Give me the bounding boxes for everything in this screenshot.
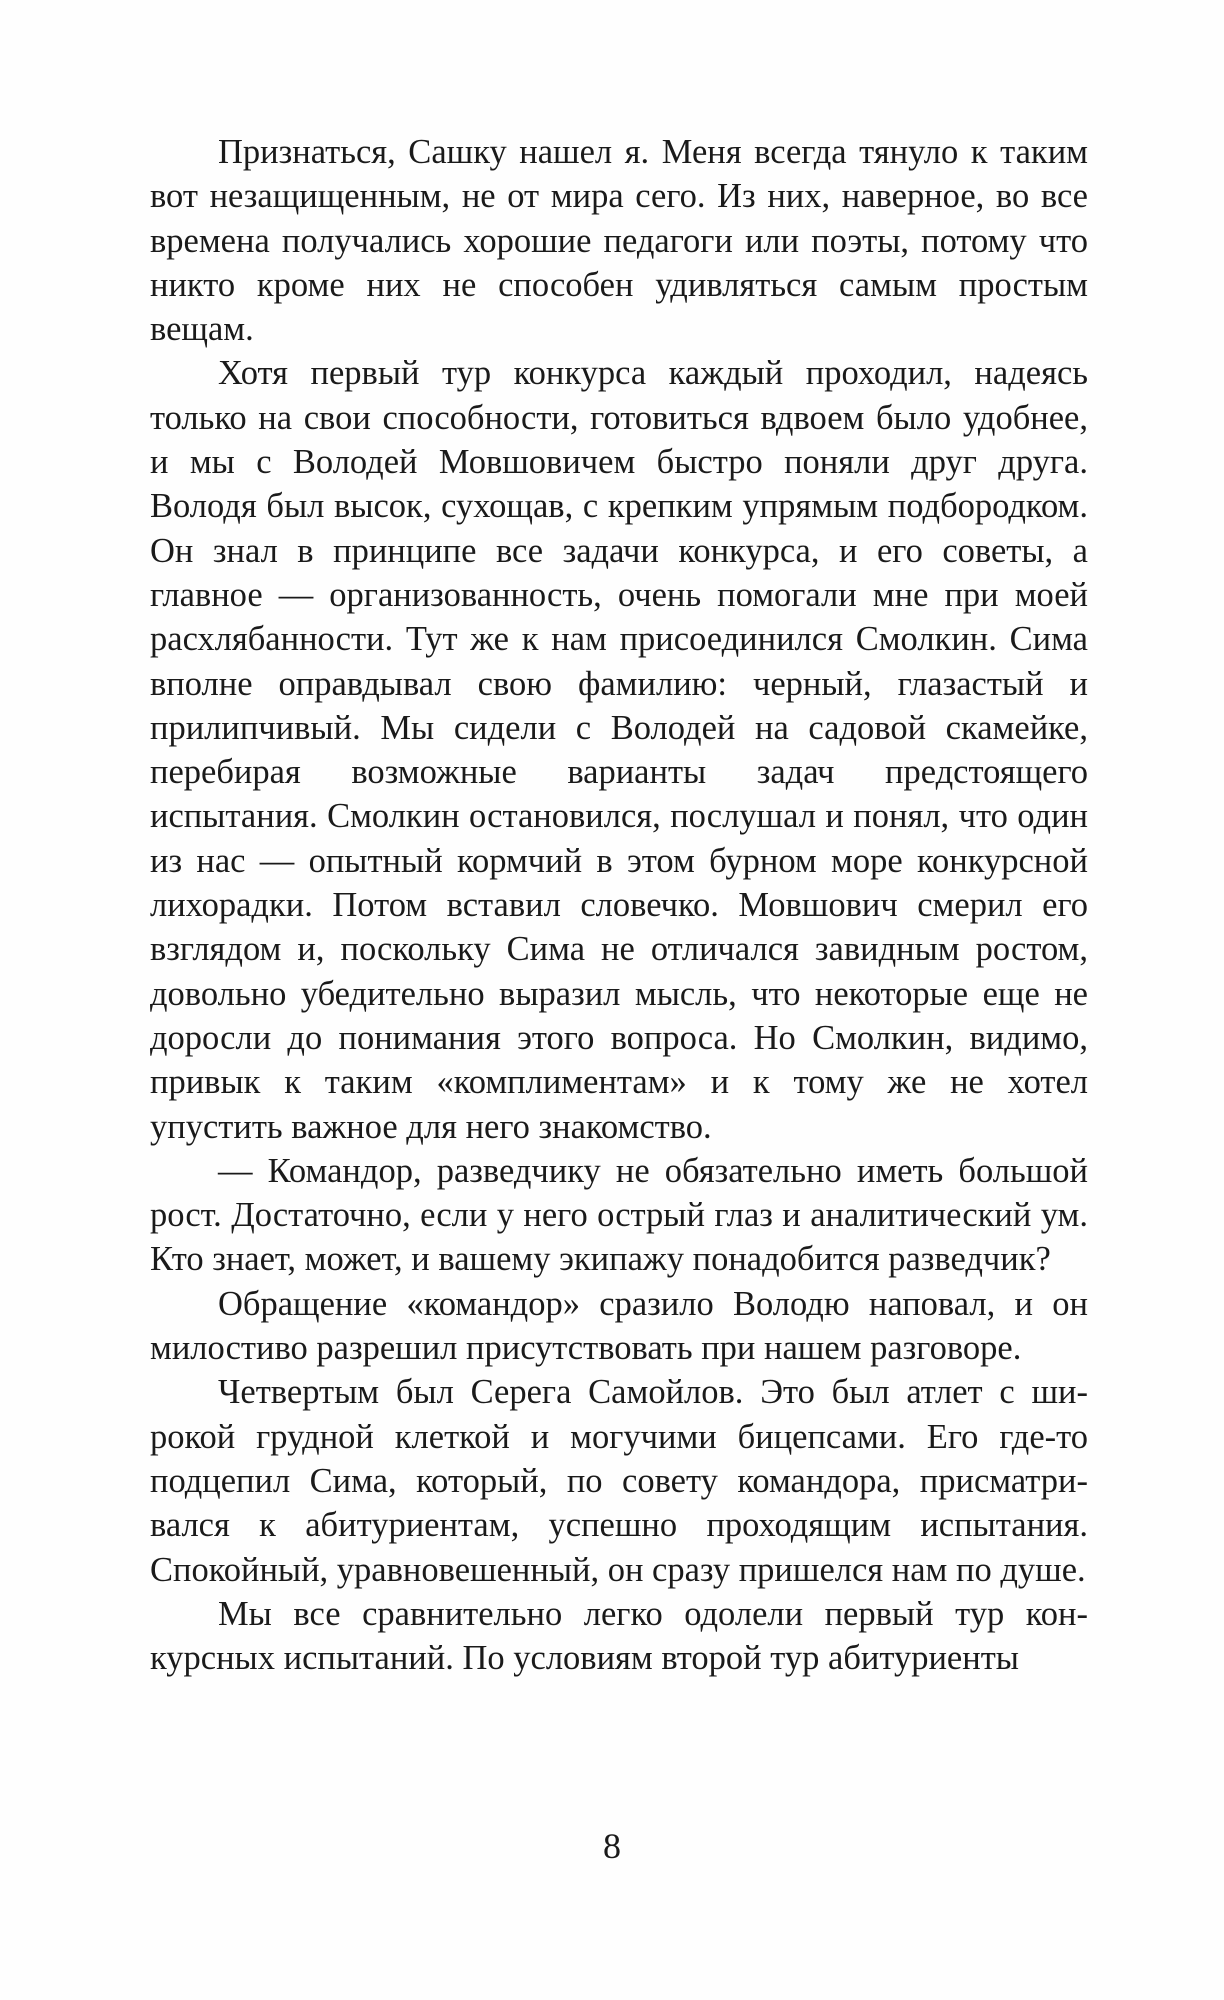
page-number: 8 bbox=[603, 1826, 621, 1866]
paragraph-5: Четвертым был Серега Самойлов. Это был атлет с широкой грудной клеткой и могучими бицепсами. Его где-то подцепил Сима, который, по совету командора, присматривался к абитуриентам, успешно проходящим испытания. Спокойный, уравновешенный, он сразу пришелся нам по душе. bbox=[150, 1373, 1088, 1589]
paragraph-2: Хотя первый тур конкурса каждый проходил, надеясь только на свои способности, готовиться вдвоем было удобнее, и мы с Володей Мовшовичем быстро поняли друг друга. Володя был высок, сухощав, с крепким упрямым подбородком. Он знал в принципе все задачи конкурса, и его советы, а главное — организованность, очень помогали мне при моей расхлябанности. Тут же к нам присоединился Смолкин. Сима вполне оправдывал свою фамилию: черный, глазастый и прилипчивый. Мы сидели с Володей на садовой скамейке, перебирая возможные варианты задач предстоящего испытания. Смолкин остановился, послушал и понял, что один из нас — опытный кормчий в этом бурном море конкурсной лихорадки. Потом вставил словечко. Мовшович смерил его взглядом и, поскольку Сима не отличался завидным ростом, довольно убедительно выразил мысль, что некоторые еще не доросли до понимания этого вопроса. Но Смолкин, видимо, привык к таким «комплиментам» и к тому же не хотел упустить важное для него знакомство. bbox=[150, 354, 1088, 1146]
paragraph-4: Обращение «командор» сразило Володю наповал, и он милостиво разрешил присутствовать при нашем разговоре. bbox=[150, 1284, 1088, 1368]
body-text bbox=[150, 130, 1088, 1680]
paragraph-3: — Командор, разведчику не обязательно иметь большой рост. Достаточно, если у него острый глаз и аналитический ум. Кто знает, может, и вашему экипажу понадобится разведчик? bbox=[150, 1151, 1088, 1279]
paragraph-1: Признаться, Сашку нашел я. Меня всегда тянуло к таким вот незащищенным, не от мира сего. Из них, наверное, во все времена получались хорошие педагоги или поэты, потому что никто кроме них не способен удивляться самым простым вещам. bbox=[150, 133, 1088, 349]
paragraph-6: Мы все сравнительно легко одолели первый тур конкурсных испытаний. По условиям второй тур абитуриенты bbox=[150, 1594, 1088, 1678]
